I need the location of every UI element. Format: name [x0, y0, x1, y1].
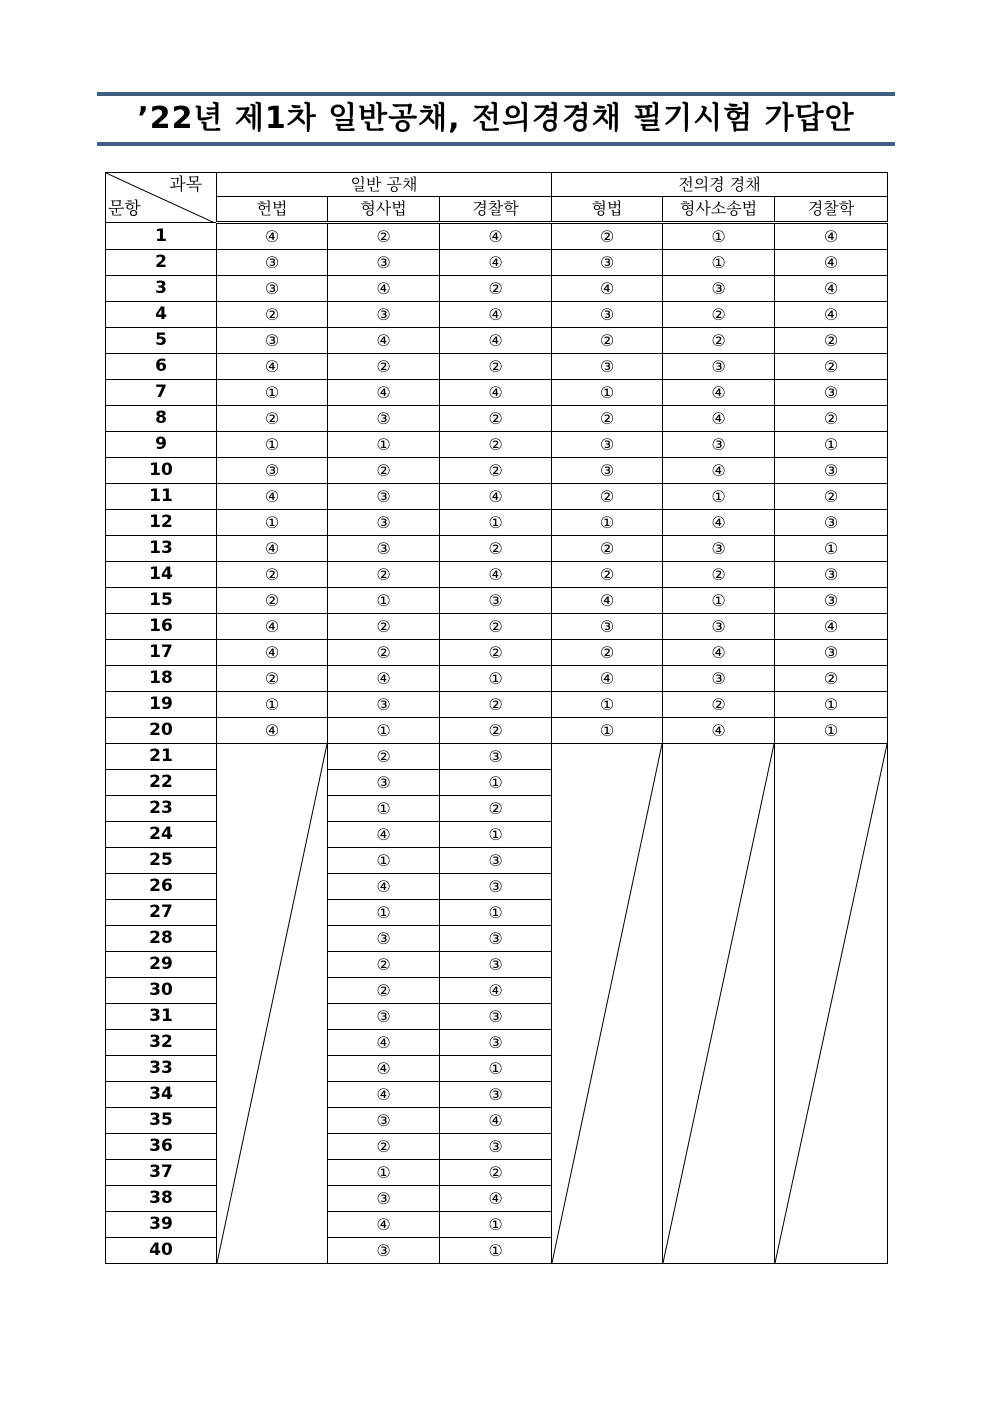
table-row [106, 536, 888, 562]
table-row [106, 354, 888, 380]
answer-cell: ② [440, 276, 552, 302]
answer-cell: ① [440, 666, 552, 692]
table-row [106, 276, 888, 302]
answer-cell: ② [775, 354, 888, 380]
subject-header: 경찰학 [775, 197, 888, 223]
table-row [106, 302, 888, 328]
answer-cell: ② [217, 588, 328, 614]
question-number: 4 [106, 302, 217, 328]
answer-table [105, 172, 888, 1264]
question-number: 39 [106, 1212, 217, 1238]
answer-cell: ② [440, 718, 552, 744]
answer-cell: ④ [328, 1212, 440, 1238]
answer-cell: ② [440, 640, 552, 666]
answer-cell: ③ [328, 484, 440, 510]
table-row [106, 692, 888, 718]
answer-cell: ③ [775, 640, 888, 666]
answer-cell: ④ [663, 510, 775, 536]
answer-cell: ④ [217, 354, 328, 380]
answer-cell: ① [440, 1056, 552, 1082]
answer-cell: ② [217, 666, 328, 692]
question-number: 38 [106, 1186, 217, 1212]
answer-cell: ① [440, 770, 552, 796]
answer-cell: ② [328, 978, 440, 1004]
answer-cell: ② [663, 328, 775, 354]
table-row [106, 432, 888, 458]
answer-cell: ③ [440, 1082, 552, 1108]
table-row [106, 588, 888, 614]
slash-line [775, 744, 887, 1263]
answer-cell: ④ [440, 1186, 552, 1212]
answer-cell: ④ [440, 380, 552, 406]
slash-line [217, 744, 327, 1263]
question-number: 22 [106, 770, 217, 796]
answer-cell: ③ [440, 1030, 552, 1056]
answer-cell: ② [552, 223, 663, 250]
answer-cell: ③ [328, 1004, 440, 1030]
question-number: 3 [106, 276, 217, 302]
answer-cell: ② [552, 328, 663, 354]
answer-cell: ④ [552, 588, 663, 614]
answer-cell: ④ [775, 614, 888, 640]
answer-cell: ③ [440, 874, 552, 900]
answer-cell: ③ [440, 588, 552, 614]
answer-cell: ② [440, 796, 552, 822]
empty-slash-cell [217, 744, 328, 1264]
answer-cell: ④ [440, 223, 552, 250]
answer-cell: ④ [440, 250, 552, 276]
answer-cell: ② [552, 406, 663, 432]
answer-cell: ④ [328, 666, 440, 692]
table-row [106, 640, 888, 666]
answer-cell: ② [328, 614, 440, 640]
table-row [106, 718, 888, 744]
answer-cell: ④ [440, 978, 552, 1004]
answer-cell: ② [663, 692, 775, 718]
answer-cell: ② [663, 302, 775, 328]
answer-cell: ① [328, 718, 440, 744]
answer-cell: ① [440, 510, 552, 536]
group-special-header: 전의경 경채 [552, 173, 888, 197]
answer-cell: ① [663, 588, 775, 614]
answer-cell: ④ [328, 328, 440, 354]
table-row [106, 380, 888, 406]
answer-cell: ① [775, 718, 888, 744]
answer-cell: ① [440, 822, 552, 848]
answer-cell: ④ [328, 874, 440, 900]
answer-cell: ③ [552, 354, 663, 380]
title-bottom-rule [97, 142, 895, 146]
answer-cell: ④ [663, 640, 775, 666]
question-number: 11 [106, 484, 217, 510]
answer-cell: ① [328, 1160, 440, 1186]
answer-cell: ② [328, 354, 440, 380]
answer-cell: ② [328, 744, 440, 770]
answer-cell: ③ [217, 250, 328, 276]
answer-cell: ② [663, 562, 775, 588]
answer-cell: ④ [328, 276, 440, 302]
answer-cell: ① [663, 223, 775, 250]
answer-cell: ② [328, 640, 440, 666]
question-number: 13 [106, 536, 217, 562]
answer-table-body [106, 223, 888, 1264]
answer-cell: ③ [328, 770, 440, 796]
answer-cell: ② [775, 484, 888, 510]
answer-cell: ③ [217, 328, 328, 354]
answer-cell: ① [217, 692, 328, 718]
answer-cell: ① [328, 796, 440, 822]
answer-cell: ① [552, 380, 663, 406]
answer-cell: ② [440, 406, 552, 432]
table-row [106, 562, 888, 588]
question-number: 18 [106, 666, 217, 692]
answer-cell: ③ [552, 432, 663, 458]
answer-cell: ④ [775, 302, 888, 328]
answer-cell: ① [440, 1238, 552, 1264]
subject-header: 헌법 [217, 197, 328, 223]
answer-cell: ① [663, 484, 775, 510]
answer-cell: ① [552, 718, 663, 744]
answer-cell: ④ [663, 380, 775, 406]
answer-cell: ① [328, 588, 440, 614]
header-corner-cell [106, 173, 217, 223]
title-banner [97, 92, 895, 146]
answer-cell: ③ [663, 432, 775, 458]
table-row [106, 510, 888, 536]
answer-cell: ④ [663, 458, 775, 484]
group-general-header: 일반 공채 [217, 173, 552, 197]
question-number: 8 [106, 406, 217, 432]
answer-cell: ② [440, 1160, 552, 1186]
question-number: 12 [106, 510, 217, 536]
table-row [106, 223, 888, 250]
question-number: 27 [106, 900, 217, 926]
answer-cell: ② [217, 302, 328, 328]
title-top-rule [97, 92, 895, 96]
answer-cell: ① [440, 1212, 552, 1238]
answer-cell: ③ [552, 458, 663, 484]
subject-header: 경찰학 [440, 197, 552, 223]
answer-cell: ② [775, 406, 888, 432]
answer-cell: ④ [552, 666, 663, 692]
answer-cell: ③ [328, 1108, 440, 1134]
answer-cell: ④ [217, 223, 328, 250]
question-number: 37 [106, 1160, 217, 1186]
table-row [106, 328, 888, 354]
answer-cell: ③ [775, 588, 888, 614]
answer-cell: ② [552, 484, 663, 510]
question-number: 2 [106, 250, 217, 276]
answer-cell: ④ [440, 328, 552, 354]
answer-cell: ④ [328, 1056, 440, 1082]
table-row [106, 458, 888, 484]
question-number: 20 [106, 718, 217, 744]
answer-cell: ② [440, 354, 552, 380]
page-title: ’22년 제1차 일반공채, 전의경경채 필기시험 가답안 [137, 101, 855, 136]
answer-cell: ② [440, 614, 552, 640]
question-number: 34 [106, 1082, 217, 1108]
answer-cell: ② [328, 952, 440, 978]
question-number: 31 [106, 1004, 217, 1030]
answer-cell: ③ [328, 510, 440, 536]
table-row [106, 250, 888, 276]
answer-cell: ② [440, 692, 552, 718]
answer-cell: ③ [775, 458, 888, 484]
question-number: 29 [106, 952, 217, 978]
answer-cell: ③ [552, 250, 663, 276]
answer-cell: ① [552, 692, 663, 718]
answer-cell: ① [328, 900, 440, 926]
question-number: 21 [106, 744, 217, 770]
answer-cell: ④ [663, 718, 775, 744]
corner-subject-label: 과목 [169, 175, 202, 195]
answer-cell: ② [775, 666, 888, 692]
answer-cell: ② [217, 406, 328, 432]
answer-cell: ③ [328, 1186, 440, 1212]
table-row [106, 406, 888, 432]
table-row [106, 744, 888, 770]
answer-cell: ④ [552, 276, 663, 302]
answer-cell: ④ [775, 250, 888, 276]
answer-cell: ③ [440, 848, 552, 874]
answer-cell: ② [552, 562, 663, 588]
answer-cell: ④ [328, 1030, 440, 1056]
question-number: 28 [106, 926, 217, 952]
answer-cell: ③ [775, 562, 888, 588]
question-number: 1 [106, 223, 217, 250]
answer-cell: ② [552, 640, 663, 666]
answer-cell: ③ [552, 614, 663, 640]
answer-cell: ③ [440, 1004, 552, 1030]
answer-cell: ③ [775, 380, 888, 406]
question-number: 24 [106, 822, 217, 848]
answer-cell: ③ [663, 276, 775, 302]
answer-cell: ① [328, 432, 440, 458]
answer-cell: ② [328, 1134, 440, 1160]
answer-cell: ② [328, 562, 440, 588]
answer-cell: ④ [775, 223, 888, 250]
answer-cell: ③ [217, 458, 328, 484]
answer-cell: ③ [552, 302, 663, 328]
question-number: 33 [106, 1056, 217, 1082]
question-number: 14 [106, 562, 217, 588]
answer-cell: ④ [775, 276, 888, 302]
question-number: 17 [106, 640, 217, 666]
answer-cell: ① [217, 432, 328, 458]
answer-cell: ① [775, 432, 888, 458]
answer-cell: ① [552, 510, 663, 536]
answer-cell: ② [775, 328, 888, 354]
answer-cell: ③ [217, 276, 328, 302]
answer-cell: ④ [440, 302, 552, 328]
answer-cell: ④ [328, 1082, 440, 1108]
answer-cell: ④ [440, 562, 552, 588]
question-number: 15 [106, 588, 217, 614]
answer-cell: ① [217, 380, 328, 406]
answer-cell: ③ [440, 926, 552, 952]
empty-slash-cell [663, 744, 775, 1264]
question-number: 5 [106, 328, 217, 354]
answer-cell: ③ [328, 406, 440, 432]
answer-cell: ② [440, 458, 552, 484]
answer-cell: ③ [440, 952, 552, 978]
answer-cell: ③ [328, 692, 440, 718]
answer-cell: ④ [217, 536, 328, 562]
question-number: 23 [106, 796, 217, 822]
answer-cell: ② [440, 536, 552, 562]
answer-cell: ① [775, 692, 888, 718]
answer-cell: ④ [217, 484, 328, 510]
answer-cell: ② [328, 458, 440, 484]
answer-cell: ④ [440, 1108, 552, 1134]
answer-cell: ④ [217, 640, 328, 666]
table-row [106, 484, 888, 510]
table-row [106, 614, 888, 640]
subject-header: 형사법 [328, 197, 440, 223]
question-number: 19 [106, 692, 217, 718]
question-number: 40 [106, 1238, 217, 1264]
answer-cell: ① [217, 510, 328, 536]
question-number: 26 [106, 874, 217, 900]
answer-cell: ③ [328, 536, 440, 562]
question-number: 30 [106, 978, 217, 1004]
answer-cell: ③ [328, 1238, 440, 1264]
question-number: 36 [106, 1134, 217, 1160]
answer-cell: ④ [217, 718, 328, 744]
subject-header: 형법 [552, 197, 663, 223]
question-number: 32 [106, 1030, 217, 1056]
question-number: 9 [106, 432, 217, 458]
question-number: 6 [106, 354, 217, 380]
subject-header: 형사소송법 [663, 197, 775, 223]
answer-cell: ④ [217, 614, 328, 640]
corner-question-label: 문항 [108, 199, 141, 219]
answer-cell: ④ [440, 484, 552, 510]
answer-cell: ② [217, 562, 328, 588]
question-number: 7 [106, 380, 217, 406]
table-row [106, 666, 888, 692]
answer-cell: ③ [775, 510, 888, 536]
slash-line [552, 744, 662, 1263]
question-number: 16 [106, 614, 217, 640]
answer-cell: ③ [328, 302, 440, 328]
answer-cell: ③ [440, 1134, 552, 1160]
answer-cell: ③ [440, 744, 552, 770]
question-number: 25 [106, 848, 217, 874]
answer-cell: ③ [663, 614, 775, 640]
answer-cell: ④ [663, 406, 775, 432]
answer-cell: ③ [663, 354, 775, 380]
answer-cell: ② [552, 536, 663, 562]
answer-cell: ④ [328, 380, 440, 406]
answer-cell: ① [775, 536, 888, 562]
empty-slash-cell [775, 744, 888, 1264]
question-number: 10 [106, 458, 217, 484]
question-number: 35 [106, 1108, 217, 1134]
answer-cell: ① [440, 900, 552, 926]
answer-cell: ③ [328, 250, 440, 276]
slash-line [663, 744, 774, 1263]
answer-cell: ① [663, 250, 775, 276]
answer-cell: ① [328, 848, 440, 874]
answer-cell: ③ [663, 536, 775, 562]
answer-cell: ③ [328, 926, 440, 952]
empty-slash-cell [552, 744, 663, 1264]
answer-cell: ② [328, 223, 440, 250]
answer-cell: ② [440, 432, 552, 458]
answer-cell: ④ [328, 822, 440, 848]
answer-cell: ③ [663, 666, 775, 692]
